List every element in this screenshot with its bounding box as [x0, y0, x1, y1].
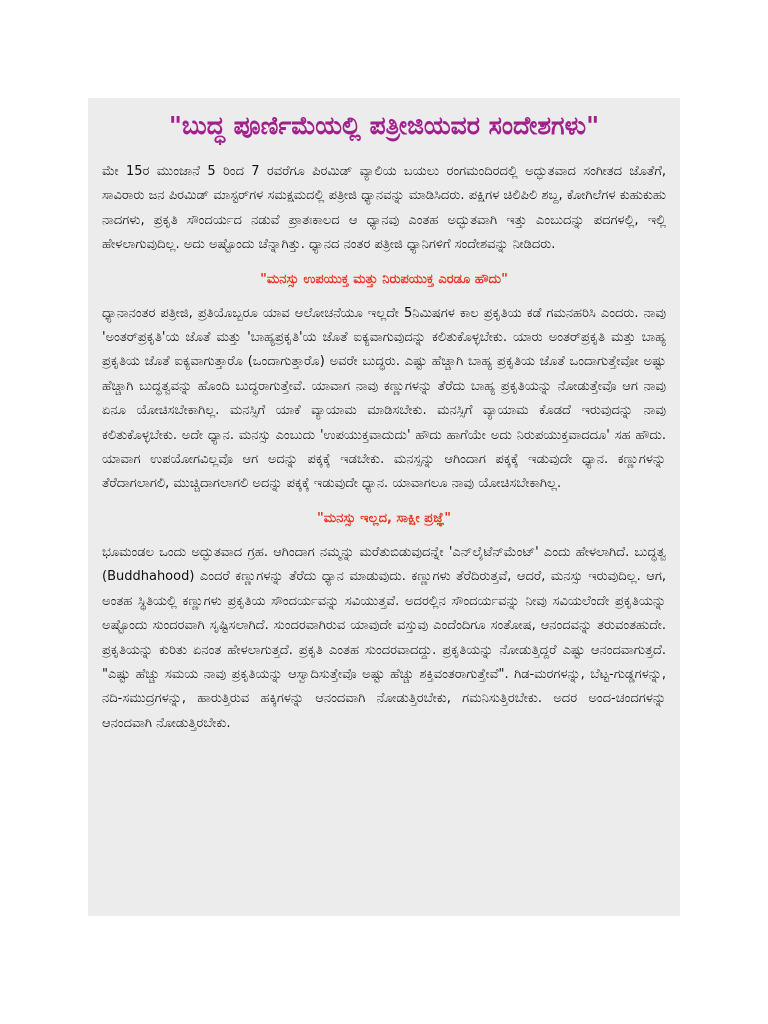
- document-page: [88, 98, 680, 916]
- document-title: "ಬುದ್ಧ ಪೂರ್ಣಿಮೆಯಲ್ಲಿ ಪತ್ರೀಜಿಯವರ ಸಂದೇಶಗಳು": [168, 111, 600, 140]
- section-heading-mind: "ಮನಸ್ಸು ಉಪಯುಕ್ತ ಮತ್ತು ನಿರುಪಯುಕ್ತ ಎರಡೂ ಹೌದು": [260, 271, 508, 287]
- section-paragraph-witness: ಭೂಮಂಡಲ ಒಂದು ಅದ್ಭುತವಾದ ಗ್ರಹ. ಆಗಿಂದಾಗ ನಮ್ಮನ್ನು ಮರೆತುಬಿಡುವುದನ್ನೇ 'ಎನ್‌ಲೈಟೆನ್‌ಮೆಂಟ್' ಎಂದು ಹೇಳಲಾಗಿದೆ. ಬುದ್ಧತ್ವ (Buddhahood) ಎಂದರೆ ಕಣ್ಣುಗಳನ್ನು ತೆರೆದು ಧ್ಯಾನ ಮಾಡುವುದು. ಕಣ್ಣುಗಳು ತೆರೆದಿರುತ್ತವೆ, ಆದರೆ, ಮನಸ್ಸು ಇರುವುದಿಲ್ಲ. ಆಗ, ಅಂತಹ ಸ್ಥಿತಿಯಲ್ಲಿ ಕಣ್ಣುಗಳು ಪ್ರಕೃತಿಯ ಸೌಂದರ್ಯವನ್ನು ಸವಿಯುತ್ತವೆ. ಅದರಲ್ಲಿನ ಸೌಂದರ್ಯವನ್ನು ನೀವು ಸವಿಯಲೆಂದೇ ಪ್ರಕೃತಿಯನ್ನು ಅಷ್ಟೊಂದು ಸುಂದರವಾಗಿ ಸೃಷ್ಟಿಸಲಾಗಿದೆ. ಸುಂದರವಾಗಿರುವ ಯಾವುದೇ ವಸ್ತುವು ಎಂದೆಂದಿಗೂ ಸಂತೋಷ, ಆನಂದವನ್ನು ತರುವಂತಹುದೇ. ಪ್ರಕೃತಿಯನ್ನು ಕುರಿತು ಏನಂತ ಹೇಳಲಾಗುತ್ತದೆ. ಪ್ರಕೃತಿ ಎಂತಹ ಸುಂದರವಾದದ್ದು. ಪ್ರಕೃತಿಯನ್ನು ನೋಡುತ್ತಿದ್ದರೆ ಎಷ್ಟು ಆನಂದವಾಗುತ್ತದೆ. "ಎಷ್ಟು ಹೆಚ್ಚು ಸಮಯ ನಾವು ಪ್ರಕೃತಿಯನ್ನು ಆಸ್ವಾದಿಸುತ್ತೇವೊ ಅಷ್ಟು ಹೆಚ್ಚು ಶಕ್ತಿವಂತರಾಗುತ್ತೇವೆ". ಗಿಡ-ಮರಗಳನ್ನು, ಬೆಟ್ಟ-ಗುಡ್ಡಗಳನ್ನು, ನದಿ-ಸಮುದ್ರಗಳನ್ನು, ಹಾರುತ್ತಿರುವ ಹಕ್ಕಿಗಳನ್ನು ಆನಂದವಾಗಿ ನೋಡುತ್ತಿರಬೇಕು, ಗಮನಿಸುತ್ತಿರಬೇಕು. ಅದರ ಅಂದ-ಚಂದಗಳನ್ನು ಆನಂದವಾಗಿ ನೋಡುತ್ತಿರಬೇಕು.: [102, 544, 666, 731]
- section-paragraph-mind: ಧ್ಯಾನಾನಂತರ ಪತ್ರೀಜಿ, ಪ್ರತಿಯೊಬ್ಬರೂ ಯಾವ ಆಲೋಚನೆಯೂ ಇಲ್ಲದೇ 5ನಿಮಿಷಗಳ ಕಾಲ ಪ್ರಕೃತಿಯ ಕಡೆ ಗಮನಹರಿಸಿ ಎಂದರು. ನಾವು 'ಅಂತರ್‌ಪ್ರಕೃತಿ'ಯ ಜೊತೆ ಮತ್ತು 'ಬಾಹ್ಯಪ್ರಕೃತಿ'ಯ ಜೊತೆ ಐಕ್ಯವಾಗುವುದನ್ನು ಕಲಿತುಕೊಳ್ಳಬೇಕು. ಯಾರು ಅಂತರ್‌ಪ್ರಕೃತಿ ಮತ್ತು ಬಾಹ್ಯ ಪ್ರಕೃತಿಯ ಜೊತೆ ಐಕ್ಯವಾಗುತ್ತಾರೊ (ಒಂದಾಗುತ್ತಾರೊ) ಅವರೇ ಬುದ್ಧರು. ಎಷ್ಟು ಹೆಚ್ಚಾಗಿ ಬಾಹ್ಯ ಪ್ರಕೃತಿಯ ಜೊತೆ ಒಂದಾಗುತ್ತೇವೋ ಅಷ್ಟು ಹೆಚ್ಚಾಗಿ ಬುದ್ಧತ್ವವನ್ನು ಹೊಂದಿ ಬುದ್ಧರಾಗುತ್ತೇವೆ. ಯಾವಾಗ ನಾವು ಕಣ್ಣುಗಳನ್ನು ತೆರೆದು ಬಾಹ್ಯ ಪ್ರಕೃತಿಯನ್ನು ನೋಡುತ್ತೇವೊ ಆಗ ನಾವು ಏನೂ ಯೋಚಿಸಬೇಕಾಗಿಲ್ಲ. ಮನಸ್ಸಿಗೆ ಯಾಕೆ ವ್ಯಾಯಾಮ ಮಾಡಿಸಬೇಕು. ಮನಸ್ಸಿಗೆ ವ್ಯಾಯಾಮ ಕೊಡದೆ ಇರುವುದನ್ನು ನಾವು ಕಲಿತುಕೊಳ್ಳಬೇಕು. ಅದೇ ಧ್ಯಾನ. ಮನಸ್ಸು ಎಂಬುದು 'ಉಪಯುಕ್ತವಾದುದು' ಹೌದು ಹಾಗೆಯೇ ಅದು ನಿರುಪಯುಕ್ತವಾದದೂ' ಸಹ ಹೌದು. ಯಾವಾಗ ಉಪಯೋಗವಿಲ್ಲವೊ ಆಗ ಅದನ್ನು ಪಕ್ಕಕ್ಕೆ ಇಡಬೇಕು. ಮನಸ್ಸನ್ನು ಆಗಿಂದಾಗ ಪಕ್ಕಕ್ಕೆ ಇಡುವುದೇ ಧ್ಯಾನ. ಕಣ್ಣುಗಳನ್ನು ತೆರೆದಾಗಲಾಗಲಿ, ಮುಚ್ಚಿದಾಗಲಾಗಲಿ ಅದನ್ನು ಪಕ್ಕಕ್ಕೆ ಇಡುವುದೇ ಧ್ಯಾನ. ಯಾವಾಗಲೂ ನಾವು ಯೋಚಿಸಬೇಕಾಗಿಲ್ಲ.: [102, 305, 666, 492]
- intro-paragraph: ಮೇ 15ರ ಮುಂಜಾನೆ 5 ರಿಂದ 7 ರವರೆಗೂ ಪಿರಮಿಡ್ ವ್ಯಾಲಿಯ ಬಯಲು ರಂಗಮಂದಿರದಲ್ಲಿ ಅದ್ಭುತವಾದ ಸಂಗೀತದ ಜೊತೆಗೆ, ಸಾವಿರಾರು ಜನ ಪಿರಮಿಡ್ ಮಾಸ್ಟರ್‌ಗಳ ಸಮಕ್ಷಮದಲ್ಲಿ ಪತ್ರೀಜಿ ಧ್ಯಾನವನ್ನು ಮಾಡಿಸಿದರು. ಪಕ್ಷಿಗಳ ಚಿಲಿಪಿಲಿ ಶಬ್ದ, ಕೋಗಿಲೆಗಳ ಕುಹುಕುಹು ನಾದಗಳು, ಪ್ರಕೃತಿ ಸೌಂದರ್ಯದ ನಡುವೆ ಪ್ರಾತಃಕಾಲದ ಆ ಧ್ಯಾನವು ಎಂತಹ ಅದ್ಭುತವಾಗಿ ಇತ್ತು ಎಂಬುದನ್ನು ಪದಗಳಲ್ಲಿ, ಇಲ್ಲಿ ಹೇಳಲಾಗುವುದಿಲ್ಲ. ಅದು ಅಷ್ಟೊಂದು ಚೆನ್ನಾಗಿತ್ತು. ಧ್ಯಾನದ ನಂತರ ಪತ್ರೀಜಿ ಧ್ಯಾನಿಗಳಿಗೆ ಸಂದೇಶವನ್ನು ನೀಡಿದರು.: [102, 164, 666, 253]
- section-heading-witness: "ಮನಸ್ಸು ಇಲ್ಲದ, ಸಾಕ್ಷೀ ಪ್ರಜ್ಞೆ": [316, 510, 452, 526]
